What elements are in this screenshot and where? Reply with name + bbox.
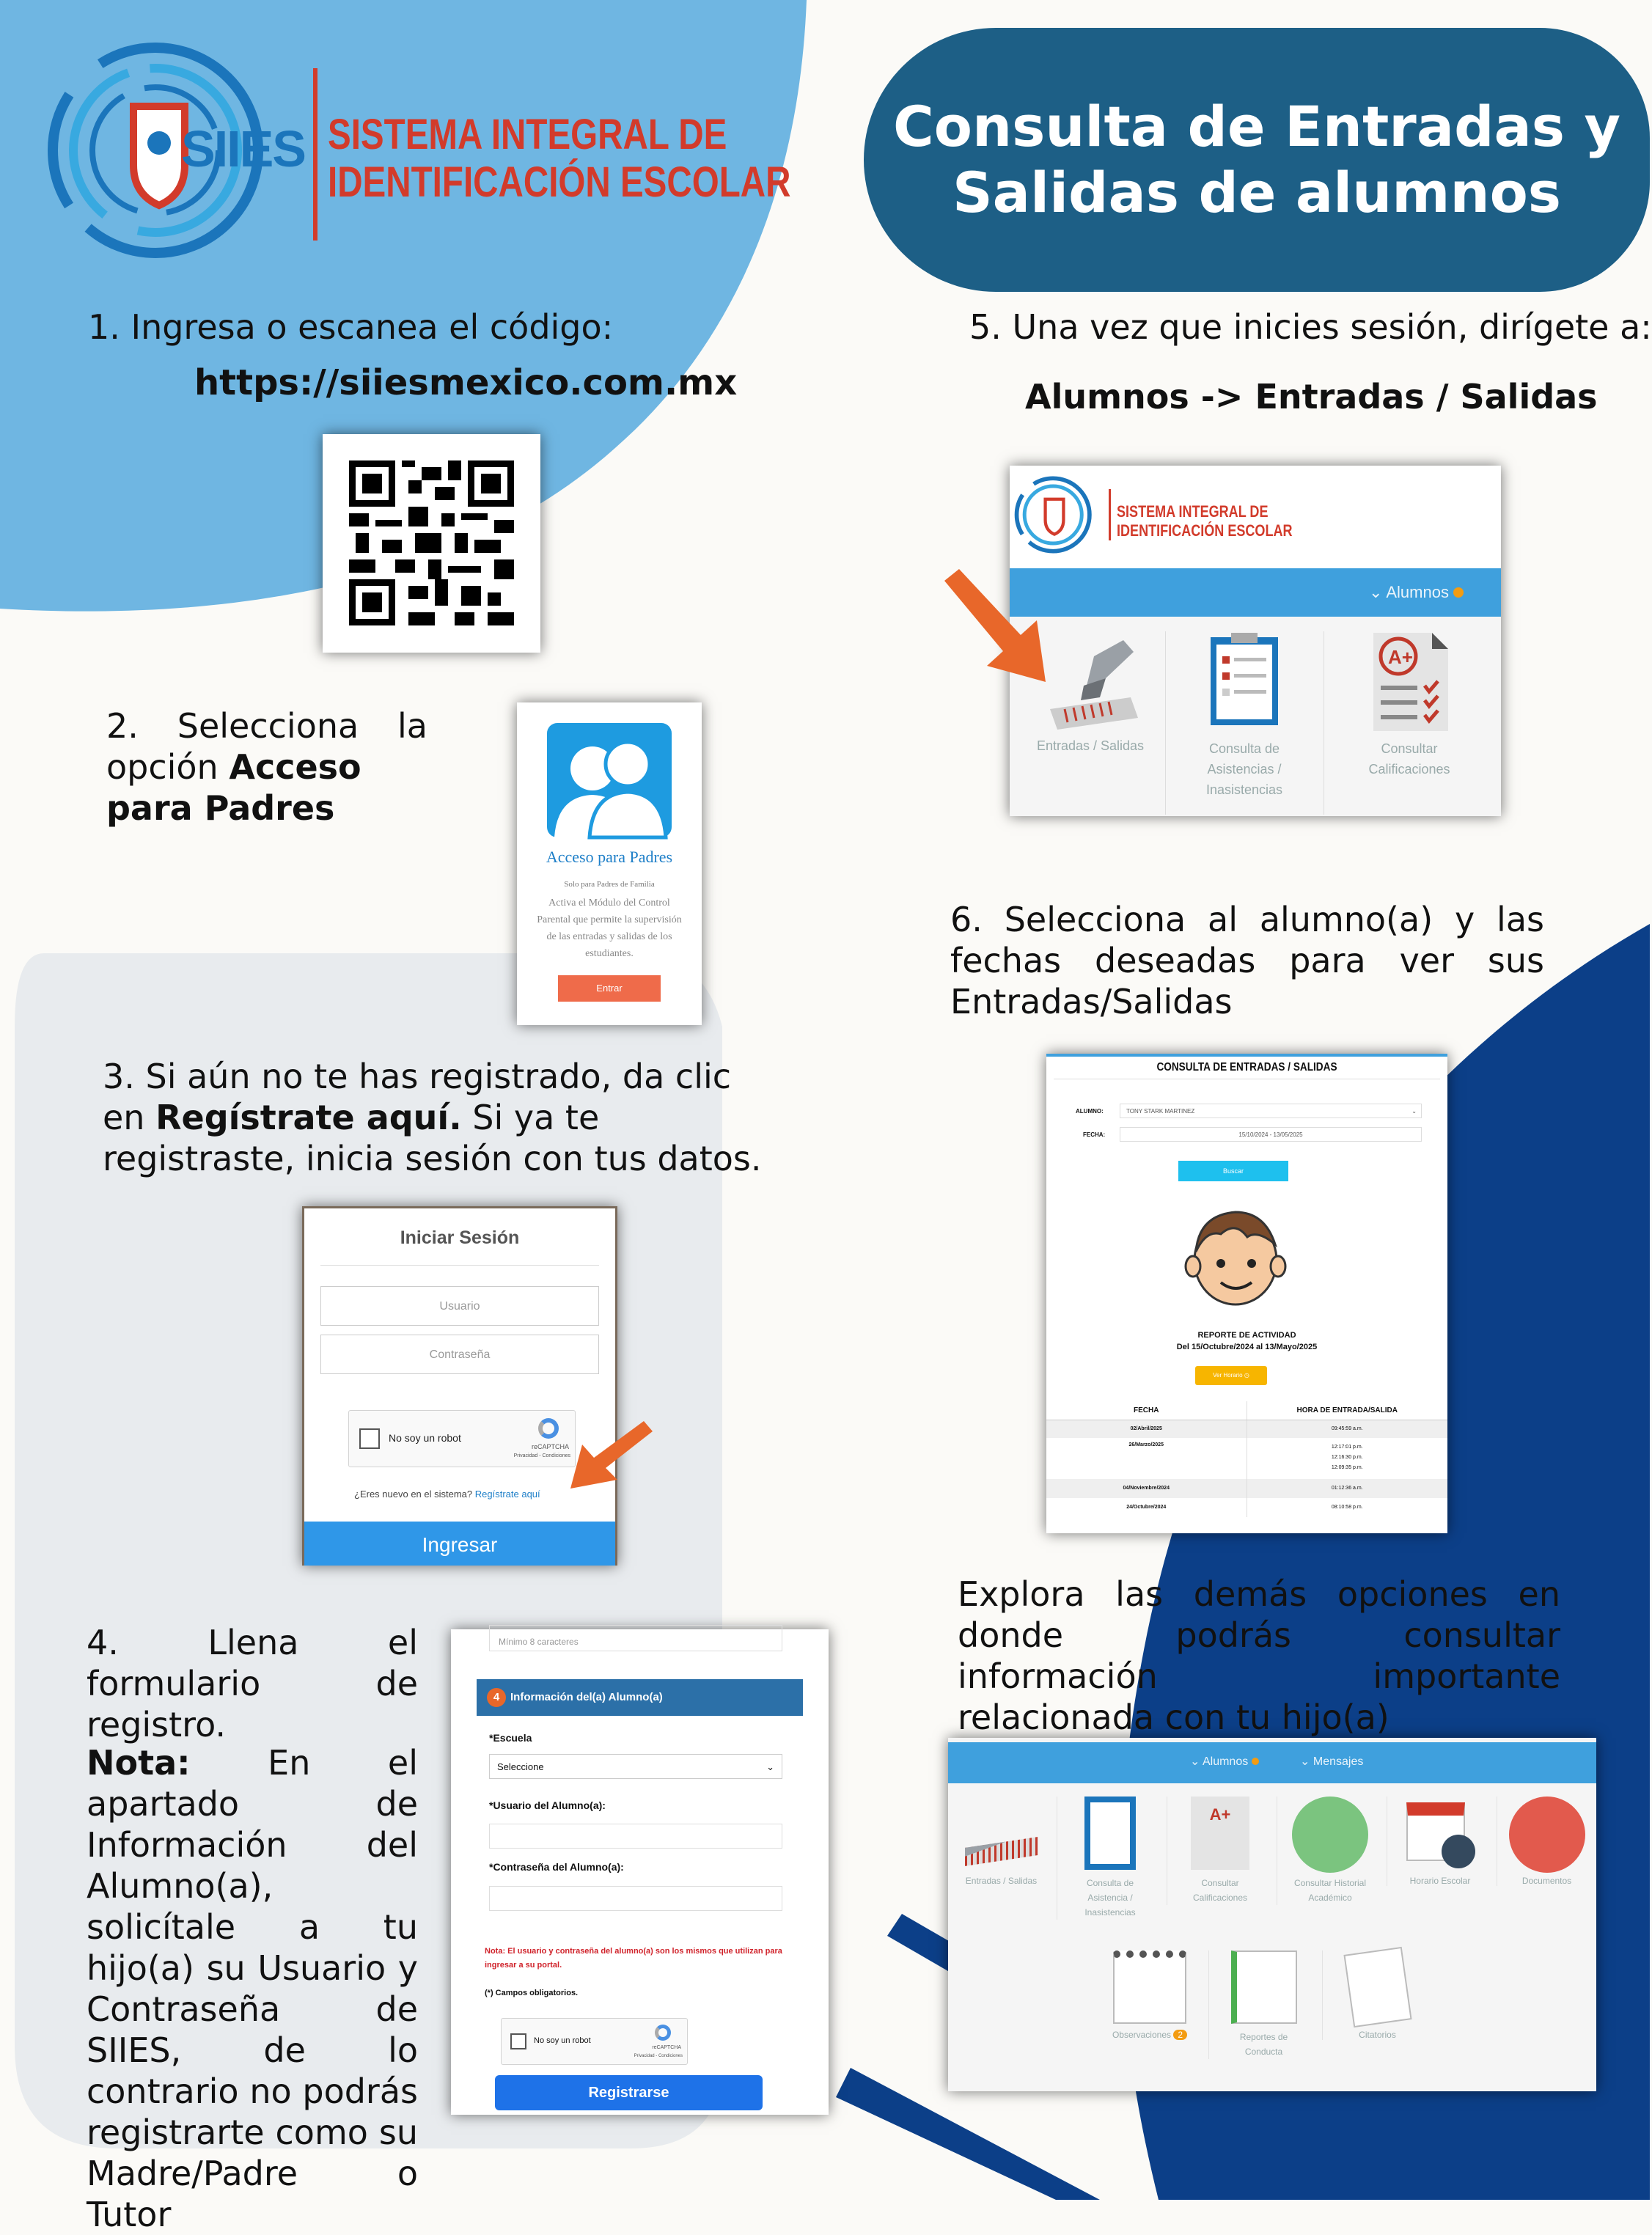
opt-observaciones[interactable]	[1095, 1950, 1205, 2040]
logo-divider	[313, 68, 317, 241]
form-recaptcha-checkbox[interactable]	[510, 2033, 526, 2049]
col-header-hora: HORA DE ENTRADA/SALIDA	[1296, 1406, 1398, 1414]
step5-path: Alumnos -> Entradas / Salidas	[1025, 377, 1598, 416]
qr-code	[323, 434, 540, 653]
entries-report-screenshot	[1046, 1054, 1447, 1533]
step1-url[interactable]: https://siiesmexico.com.mx	[194, 362, 738, 403]
register-prompt: ¿Eres nuevo en el sistema? Regístrate aquí	[354, 1489, 540, 1500]
notification-dot-icon	[1453, 587, 1464, 598]
small-logo-divider	[1109, 489, 1111, 540]
chevron-down-icon: ⌄	[766, 1761, 774, 1772]
register-link[interactable]: Regístrate aquí	[474, 1489, 540, 1500]
registration-form-screenshot	[451, 1629, 829, 2115]
form-recaptcha-links: Privacidad - Condiciones	[634, 2054, 683, 2058]
opt-label: Consultar Historial Académico	[1293, 1878, 1367, 1903]
opt-label: Consulta de Asistencia / Inasistencias	[1084, 1878, 1136, 1917]
tile-calificaciones[interactable]	[1332, 617, 1486, 779]
form-recaptcha-logo-icon	[655, 2025, 671, 2041]
step4-note-bold: Nota:	[87, 1743, 191, 1783]
recaptcha-logo-icon	[538, 1418, 559, 1439]
menu-mensajes[interactable]: ⌄ Mensajes	[1300, 1755, 1364, 1768]
parents-card-title: Acceso para Padres	[546, 848, 673, 866]
report-title: REPORTE DE ACTIVIDAD	[1197, 1331, 1296, 1340]
report-range: Del 15/Octubre/2024 al 13/Mayo/2025	[1176, 1343, 1318, 1351]
opt-citatorios[interactable]	[1322, 1950, 1432, 2040]
recaptcha-label: No soy un robot	[389, 1432, 461, 1444]
report-page-title: CONSULTA DE ENTRADAS / SALIDAS	[1156, 1061, 1337, 1074]
required-note: (*) Campos obligatorios.	[485, 1989, 579, 1997]
menu-alumnos-2[interactable]: ⌄ Alumnos	[1190, 1754, 1259, 1769]
tile-divider-1	[1165, 631, 1166, 815]
login-title: Iniciar Sesión	[400, 1227, 520, 1248]
opt-label: Horario Escolar	[1409, 1876, 1471, 1886]
row-horas: 08:10:58 p.m.	[1331, 1505, 1363, 1510]
step4-note	[87, 1742, 418, 2235]
register-button[interactable]: Registrarse	[495, 2075, 763, 2110]
barcode-scanner-icon	[965, 1797, 1038, 1870]
alumno-select[interactable]: TONY STARK MARTINEZ ⌄	[1120, 1104, 1422, 1118]
dashboard-tiles	[1010, 617, 1501, 816]
login-divider	[320, 1265, 599, 1266]
opt-horario[interactable]	[1387, 1797, 1493, 1886]
notepad-pencil-icon	[1113, 1950, 1186, 2024]
opt-historial[interactable]	[1277, 1797, 1383, 1905]
parents-access-card[interactable]	[517, 702, 702, 1025]
recaptcha-box[interactable]	[348, 1410, 576, 1467]
logo-line-1: SISTEMA INTEGRAL DE	[328, 111, 727, 158]
tile-label-calificaciones: Consultar Calificaciones	[1368, 741, 1450, 777]
step1-text: 1. Ingresa o escanea el código:	[88, 307, 614, 347]
options-menu-bar	[948, 1742, 1596, 1783]
logo-line-2: IDENTIFICACIÓN ESCOLAR	[328, 158, 791, 206]
form-warning: Nota: El usuario y contraseña del alumno(a) son los mismos que utilizan para ingresar a su portal.	[485, 1947, 782, 1970]
step2-line1: 2. Selecciona la	[106, 706, 427, 746]
page-title-line-2: Salidas de alumnos	[952, 160, 1562, 225]
tile-label-asistencias: Consulta de Asistencias / Inasistencias	[1205, 741, 1283, 797]
document-circle-icon	[1292, 1797, 1368, 1873]
page-title-line-1: Consulta de Entradas y	[892, 94, 1620, 159]
step2-text	[106, 705, 427, 746]
siies-small-emblem-icon	[1014, 474, 1095, 555]
row-horas: 09:45:59 a.m.	[1331, 1426, 1363, 1431]
opt-label: Reportes de Conducta	[1239, 2032, 1288, 2057]
parents-card-body: Activa el Módulo del Control Parental que permite la supervisión de las entradas y salidas de los estudiantes.	[537, 898, 682, 959]
opt-calificaciones[interactable]	[1167, 1797, 1273, 1905]
row-fecha: 26/Marzo/2025	[1046, 1438, 1247, 1479]
login-screenshot	[302, 1206, 617, 1566]
opt-label: Documentos	[1521, 1876, 1572, 1886]
report-table	[1046, 1401, 1447, 1517]
table-row	[1046, 1498, 1447, 1517]
search-button[interactable]: Buscar	[1178, 1161, 1288, 1181]
svg-text:A+: A+	[1388, 646, 1413, 668]
opt-reportes[interactable]	[1208, 1950, 1318, 2059]
student-user-label: *Usuario del Alumno(a):	[489, 1799, 606, 1811]
big-orange-arrow-icon	[939, 565, 1056, 689]
menu-alumnos[interactable]: ⌄ Alumnos	[1369, 583, 1464, 602]
orange-arrow-icon	[563, 1415, 658, 1496]
siies-logo	[45, 40, 791, 260]
step2-option: opción Acceso para Padres	[106, 747, 361, 828]
clipboard-icon	[1200, 627, 1288, 737]
title-pill	[864, 28, 1650, 292]
notification-dot-icon	[1252, 1758, 1259, 1765]
student-pass-label: *Contraseña del Alumno(a):	[489, 1861, 624, 1873]
row-horas: 01:12:36 a.m.	[1331, 1486, 1363, 1491]
qr-code-icon	[349, 460, 514, 625]
opt-documentos[interactable]	[1497, 1797, 1596, 1886]
small-logo-line-1: SISTEMA INTEGRAL DE	[1117, 502, 1269, 521]
row-horas: 12:17:01 p.m. 12:16:30 p.m. 12:09:35 p.m.	[1331, 1445, 1363, 1470]
siies-wordmark: SIIES	[181, 120, 305, 177]
fecha-label: FECHA:	[1083, 1131, 1106, 1138]
table-row	[1046, 1420, 1447, 1438]
row-fecha: 24/Octubre/2024	[1046, 1498, 1247, 1517]
step2-bold-text: Acceso para Padres	[106, 747, 361, 828]
step3-text-b: Si ya te registraste, inicia sesión con tus datos.	[103, 1098, 762, 1178]
min-chars-input[interactable]: Mínimo 8 caracteres	[489, 1625, 782, 1651]
table-row	[1046, 1438, 1447, 1479]
student-pass-input[interactable]	[489, 1886, 782, 1911]
opt-asistencias[interactable]	[1057, 1797, 1163, 1920]
small-logo-line-2: IDENTIFICACIÓN ESCOLAR	[1117, 521, 1293, 540]
schedule-button[interactable]: Ver Horario ◷	[1195, 1366, 1267, 1385]
clock-icon: ◷	[1244, 1372, 1249, 1379]
form-recaptcha-box[interactable]	[501, 2018, 688, 2065]
step4-text: 4. Llena el formulario de registro.	[87, 1623, 418, 1744]
step5-text: 5. Una vez que inicies sesión, dirígete a:	[969, 307, 1652, 347]
opt-label: Citatorios	[1359, 2030, 1396, 2040]
student-section-header	[477, 1679, 803, 1716]
tile-label-entradas: Entradas / Salidas	[1036, 738, 1145, 753]
recaptcha-brand: reCAPTCHA	[531, 1443, 569, 1450]
grade-a-plus-icon	[1362, 627, 1457, 737]
parents-enter-button[interactable]: Entrar	[558, 975, 661, 1002]
row-fecha: 04/Noviembre/2024	[1046, 1479, 1247, 1498]
alumno-chevron-icon: ⌄	[1411, 1108, 1417, 1115]
signature-doc-icon	[1343, 1947, 1411, 2027]
explore-text: Explora las demás opciones en donde podrás consultar información importante relacionada con tu hijo(a)	[958, 1574, 1560, 1737]
dashboard-screenshot	[1010, 466, 1501, 816]
school-select[interactable]: Seleccione ⌄	[489, 1754, 782, 1779]
form-recaptcha-brand: reCAPTCHA	[652, 2045, 681, 2050]
step3-bold: Regístrate aquí.	[155, 1098, 462, 1137]
step6-text: 6. Selecciona al alumno(a) y las fechas deseadas para ver sus Entradas/Salidas	[950, 900, 1544, 1021]
report-pencil-icon	[1231, 1950, 1297, 2024]
row-fecha: 02/Abril/2025	[1046, 1420, 1247, 1438]
table-header	[1046, 1401, 1447, 1420]
document-circle-icon	[1509, 1797, 1585, 1873]
student-avatar-icon	[1184, 1200, 1287, 1310]
opt-label: Observaciones 2	[1095, 2030, 1205, 2040]
clipboard-icon	[1084, 1797, 1136, 1870]
recaptcha-checkbox[interactable]	[359, 1428, 380, 1449]
username-input[interactable]: Usuario	[320, 1286, 599, 1326]
alumno-label: ALUMNO:	[1076, 1108, 1104, 1115]
table-row	[1046, 1479, 1447, 1498]
grade-a-plus-icon: A+	[1191, 1797, 1249, 1870]
login-button[interactable]: Ingresar	[304, 1522, 615, 1566]
student-user-input[interactable]	[489, 1824, 782, 1849]
opt-entradas[interactable]	[948, 1797, 1054, 1886]
school-label: *Escuela	[489, 1732, 532, 1744]
form-recaptcha-label: No soy un robot	[534, 2036, 591, 2045]
section-number-badge: 4	[487, 1688, 506, 1707]
fecha-input[interactable]: 15/10/2024 - 13/05/2025	[1120, 1127, 1422, 1142]
tile-asistencias[interactable]	[1171, 617, 1318, 800]
step3-text	[103, 1056, 763, 1179]
step3-text-a: 3. Si aún no te has registrado, da clic en	[103, 1057, 732, 1137]
password-input[interactable]: Contraseña	[320, 1335, 599, 1374]
opt-label: Entradas / Salidas	[965, 1876, 1038, 1886]
parents-icon	[547, 723, 672, 837]
calendar-clock-icon	[1403, 1797, 1477, 1870]
step4-note-text: En el apartado de Información del Alumno(a), solicítale a tu hijo(a) su Usuario y Contraseña de SIIES, de lo contrario no podrás registrarte como su Madre/Padre o Tutor	[87, 1743, 419, 2234]
section-title: Información del(a) Alumno(a)	[510, 1691, 663, 1703]
observaciones-badge: 2	[1173, 2030, 1187, 2040]
parents-card-subtitle: Solo para Padres de Familia	[564, 880, 655, 889]
options-screenshot	[948, 1738, 1596, 2091]
opt-label: Consultar Calificaciones	[1192, 1878, 1248, 1903]
col-header-fecha: FECHA	[1046, 1401, 1247, 1420]
recaptcha-links: Privacidad - Condiciones	[513, 1453, 570, 1458]
